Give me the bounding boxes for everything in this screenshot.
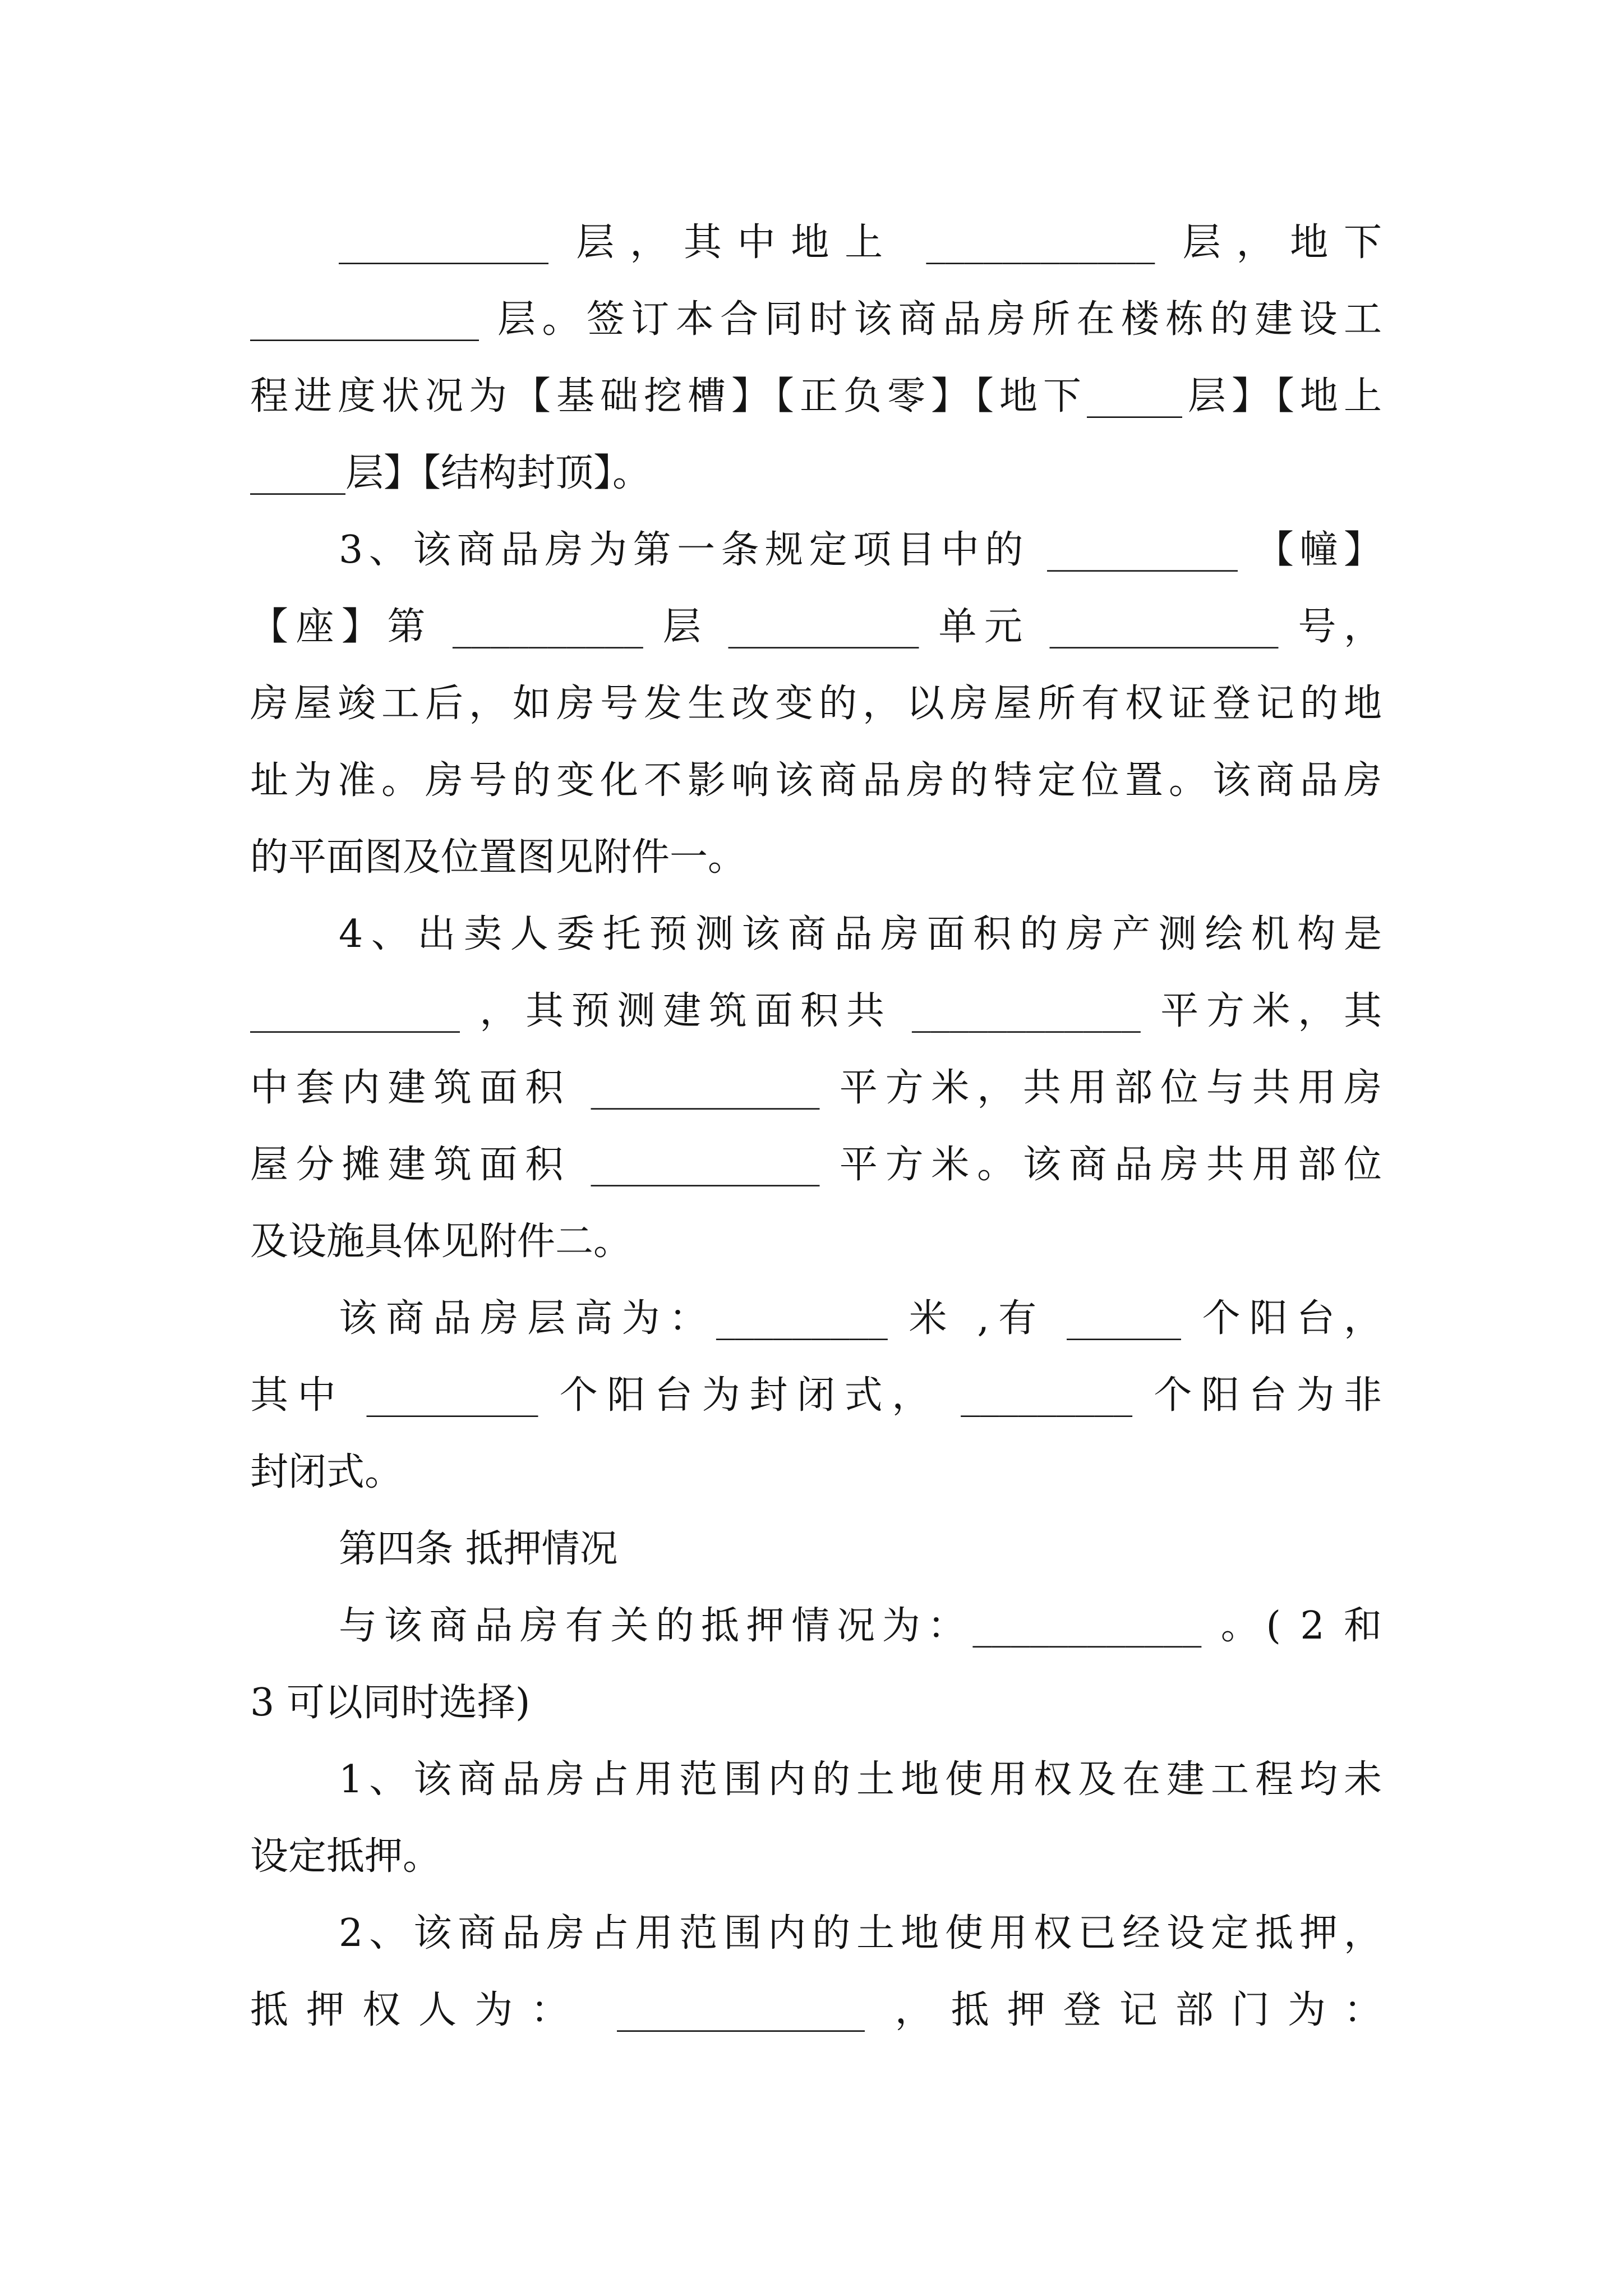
paragraph-mortgage-option-2 — [250, 1895, 1382, 2049]
text-line: ____________ 层。签订本合同时该商品房所在楼栋的建设工 — [250, 297, 1382, 342]
paragraph-clause-4 — [250, 896, 1382, 1280]
text-line: 及设施具体见附件二。 — [250, 1220, 632, 1264]
text-line: 与该商品房有关的抵押情况为：____________ 。( 2 和 — [339, 1604, 1382, 1648]
text-line: 设定抵押。 — [250, 1834, 441, 1879]
paragraph-mortgage-option-1 — [250, 1741, 1382, 1895]
text-line: 中套内建筑面积 ____________ 平方米，共用部位与共用房 — [250, 1066, 1382, 1110]
document-page — [250, 204, 1382, 2049]
text-line: 址为准。房号的变化不影响该商品房的特定位置。该商品房 — [250, 758, 1382, 803]
text-line: 封闭式。 — [250, 1450, 403, 1494]
text-line: 该商品房层高为：_________ 米 ,有 ______ 个阳台， — [339, 1296, 1382, 1341]
text-line: 【座】第 __________ 层 __________ 单元 ____________ 号， — [250, 605, 1382, 649]
text-line: 3、该商品房为第一条规定项目中的 __________ 【幢】 — [339, 528, 1382, 572]
text-line: 1、该商品房占用范围内的土地使用权及在建工程均未 — [339, 1757, 1382, 1802]
text-line: 2、该商品房占用范围内的土地使用权已经设定抵押， — [339, 1911, 1382, 1955]
paragraph-floor-height — [250, 1280, 1382, 1511]
text-line: ___________ 层，其中地上 ____________ 层，地下 — [339, 220, 1382, 265]
text-line: 抵押权人为： _____________ ，抵押登记部门为： — [250, 1988, 1382, 2032]
text-line: 其中 _________ 个阳台为封闭式， _________ 个阳台为非 — [250, 1373, 1382, 1418]
text-line: 的平面图及位置图见附件一。 — [250, 835, 746, 880]
section-heading: 第四条 抵押情况 — [339, 1527, 618, 1571]
paragraph-clause-3 — [250, 512, 1382, 896]
text-line: 4、出卖人委托预测该商品房面积的房产测绘机构是 — [339, 912, 1382, 956]
text-line: _____层】【结构封顶】。 — [250, 451, 651, 495]
text-line: 屋分摊建筑面积 ____________ 平方米。该商品房共用部位 — [250, 1143, 1382, 1187]
paragraph-mortgage-status — [250, 1588, 1382, 1741]
text-line: ___________ ，其预测建筑面积共 ____________ 平方米，其 — [250, 989, 1382, 1033]
section-heading-article-4 — [250, 1511, 1382, 1588]
text-line: 房屋竣工后，如房号发生改变的，以房屋所有权证登记的地 — [250, 682, 1382, 726]
text-line: 3 可以同时选择) — [250, 1681, 531, 1725]
paragraph-floor-info — [250, 204, 1382, 512]
text-line: 程进度状况为【基础挖槽】【正负零】【地下_____层】【地上 — [250, 374, 1382, 418]
